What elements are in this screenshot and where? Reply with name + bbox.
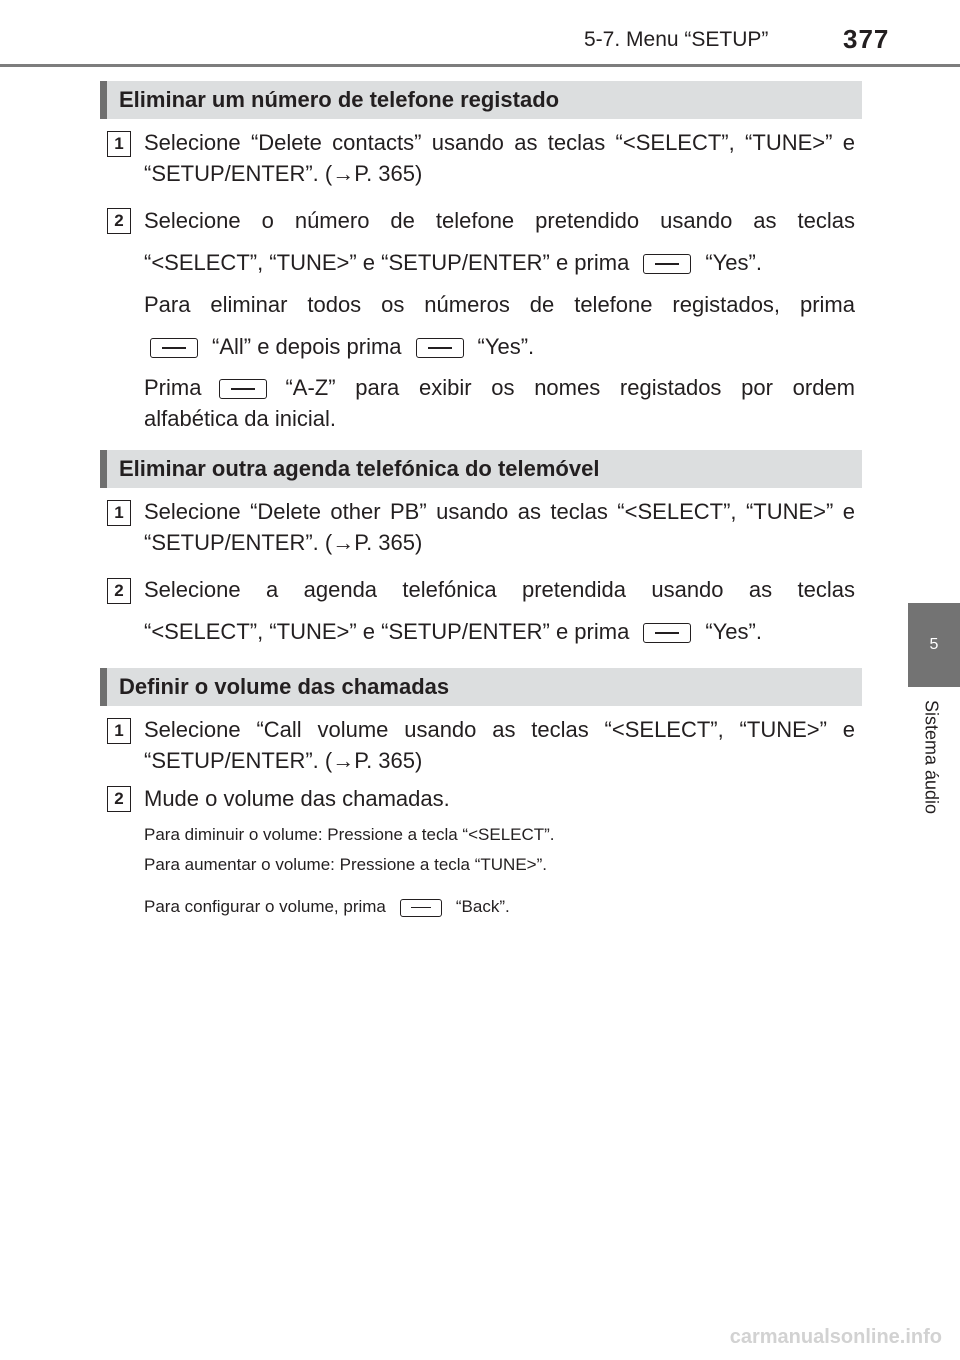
section-heading-call-volume	[100, 668, 862, 706]
step-text: “Yes”.	[705, 250, 762, 275]
step-text: Prima	[144, 375, 202, 400]
note-text-line	[144, 896, 855, 918]
step-text-line	[144, 247, 855, 278]
chapter-side-label: Sistema áudio	[921, 700, 942, 815]
note-text: Para aumentar o volume: Pressione a tecla “TUNE>”.	[144, 855, 547, 874]
step-text-line	[144, 616, 855, 647]
display-button-icon	[416, 338, 464, 358]
step-text: Selecione a agenda telefónica pretendida usando as teclas	[144, 577, 855, 602]
note-text: “Back”.	[455, 897, 510, 916]
note-text: Para configurar o volume, prima	[144, 897, 386, 916]
step-number: 2	[107, 578, 131, 604]
step-text: Selecione “Delete contacts” usando as teclas “<SELECT”, “TUNE>” e “SETUP/ENTER”. (→P. 365)	[144, 130, 855, 186]
section-heading-delete-other-pb	[100, 450, 862, 488]
step-number: 1	[107, 131, 131, 157]
section-title: Eliminar outra agenda telefónica do telemóvel	[119, 456, 600, 481]
section-heading-delete-number	[100, 81, 862, 119]
step-number: 1	[107, 718, 131, 744]
page-number: 377	[843, 24, 890, 54]
step-text-line	[144, 331, 855, 362]
display-button-icon	[643, 254, 691, 274]
step-text: “Yes”.	[477, 334, 535, 359]
step-text: Selecione o número de telefone pretendido usando as teclas	[144, 208, 855, 233]
step-text: “Yes”.	[705, 619, 762, 644]
display-button-icon	[400, 899, 442, 917]
step-text: “A-Z” para exibir os nomes registados por ordem alfabética da inicial.	[144, 375, 855, 431]
step-text-line	[144, 372, 855, 434]
section-title: Eliminar um número de telefone registado	[119, 87, 560, 112]
step-number: 2	[107, 208, 131, 234]
watermark: carmanualsonline.info	[729, 1326, 942, 1348]
step-text: Selecione “Call volume usando as teclas “<SELECT”, “TUNE>” e “SETUP/ENTER”. (→P. 365)	[144, 717, 855, 773]
step-number: 2	[107, 786, 131, 812]
display-button-icon	[219, 379, 267, 399]
step-text: “All” e depois prima	[212, 334, 402, 359]
chapter-tab-number: 5	[929, 636, 939, 653]
section-title: Definir o volume das chamadas	[119, 674, 450, 699]
step-text: Selecione “Delete other PB” usando as teclas “<SELECT”, “TUNE>” e “SETUP/ENTER”. (→P. 365)	[144, 499, 855, 555]
step-text: Mude o volume das chamadas.	[144, 786, 450, 811]
note-text: Para diminuir o volume: Pressione a tecla “<SELECT”.	[144, 825, 555, 844]
display-button-icon	[150, 338, 198, 358]
display-button-icon	[643, 623, 691, 643]
step-text: Para eliminar todos os números de telefone registados, prima	[144, 292, 855, 317]
chapter-tab	[908, 603, 960, 687]
chapter-title: 5-7. Menu “SETUP”	[584, 28, 769, 51]
step-number: 1	[107, 500, 131, 526]
header-divider	[0, 64, 960, 67]
step-text: “<SELECT”, “TUNE>” e “SETUP/ENTER” e prima	[144, 619, 630, 644]
step-text: “<SELECT”, “TUNE>” e “SETUP/ENTER” e prima	[144, 250, 630, 275]
